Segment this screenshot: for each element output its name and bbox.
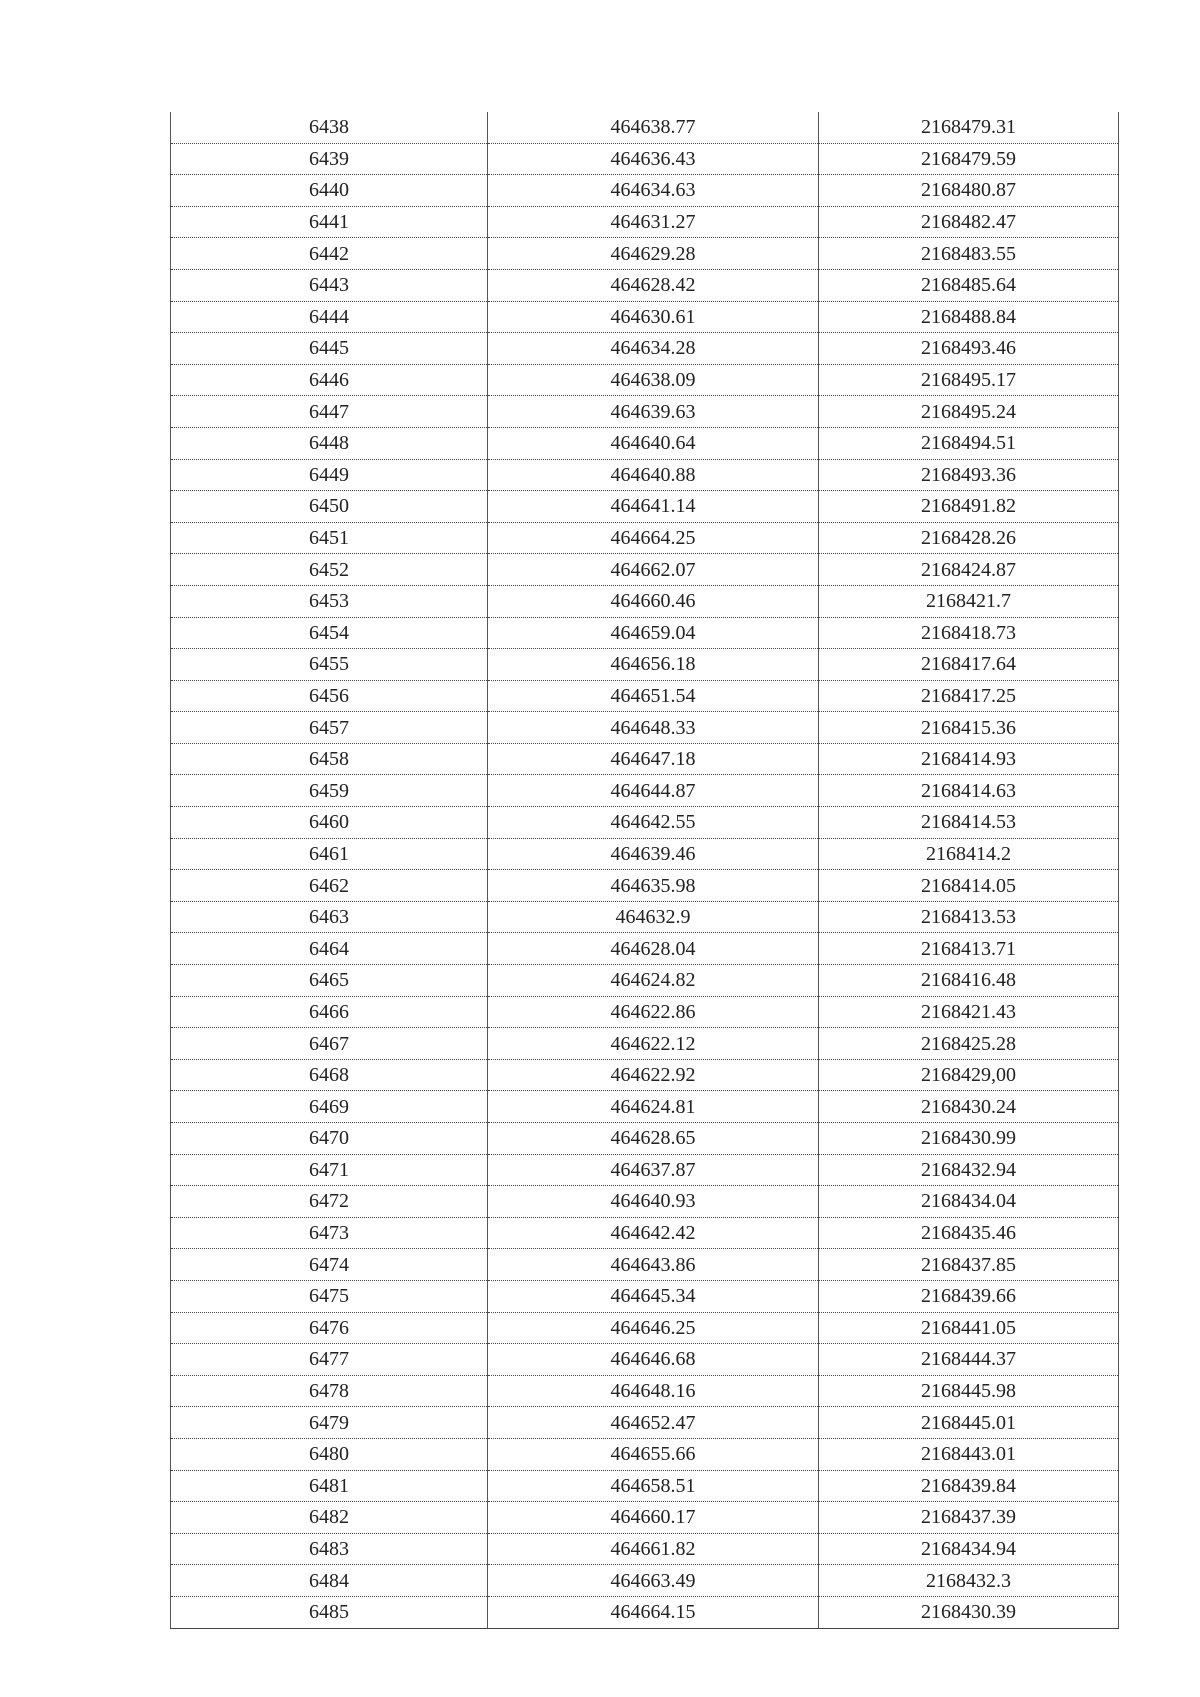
point-number-cell: 6464 — [171, 933, 488, 965]
point-number-cell: 6469 — [171, 1091, 488, 1123]
y-coordinate-cell: 2168421.7 — [819, 585, 1119, 617]
y-coordinate-cell: 2168488.84 — [819, 301, 1119, 333]
x-coordinate-cell: 464662.07 — [488, 554, 819, 586]
table-row — [171, 333, 1119, 365]
x-coordinate-cell: 464664.15 — [488, 1596, 819, 1628]
point-number-cell: 6473 — [171, 1217, 488, 1249]
table-row — [171, 175, 1119, 207]
y-coordinate-cell: 2168495.24 — [819, 396, 1119, 428]
table-row — [171, 491, 1119, 523]
point-number-cell: 6456 — [171, 680, 488, 712]
point-number-cell: 6485 — [171, 1596, 488, 1628]
table-row — [171, 996, 1119, 1028]
y-coordinate-cell: 2168494.51 — [819, 427, 1119, 459]
point-number-cell: 6476 — [171, 1312, 488, 1344]
x-coordinate-cell: 464628.04 — [488, 933, 819, 965]
table-row — [171, 1596, 1119, 1628]
y-coordinate-cell: 2168482.47 — [819, 206, 1119, 238]
x-coordinate-cell: 464629.28 — [488, 238, 819, 270]
point-number-cell: 6478 — [171, 1375, 488, 1407]
table-row — [171, 1565, 1119, 1597]
point-number-cell: 6480 — [171, 1438, 488, 1470]
table-row — [171, 585, 1119, 617]
y-coordinate-cell: 2168495.17 — [819, 364, 1119, 396]
x-coordinate-cell: 464652.47 — [488, 1407, 819, 1439]
x-coordinate-cell: 464645.34 — [488, 1280, 819, 1312]
x-coordinate-cell: 464646.25 — [488, 1312, 819, 1344]
table-row — [171, 112, 1119, 143]
table-row — [171, 1312, 1119, 1344]
point-number-cell: 6461 — [171, 838, 488, 870]
point-number-cell: 6447 — [171, 396, 488, 428]
y-coordinate-cell: 2168413.53 — [819, 901, 1119, 933]
table-row — [171, 1154, 1119, 1186]
table-row — [171, 933, 1119, 965]
table-row — [171, 807, 1119, 839]
point-number-cell: 6450 — [171, 491, 488, 523]
x-coordinate-cell: 464648.33 — [488, 712, 819, 744]
y-coordinate-cell: 2168479.59 — [819, 143, 1119, 175]
point-number-cell: 6455 — [171, 649, 488, 681]
x-coordinate-cell: 464659.04 — [488, 617, 819, 649]
point-number-cell: 6474 — [171, 1249, 488, 1281]
table-row — [171, 206, 1119, 238]
x-coordinate-cell: 464641.14 — [488, 491, 819, 523]
x-coordinate-cell: 464624.81 — [488, 1091, 819, 1123]
point-number-cell: 6472 — [171, 1186, 488, 1218]
point-number-cell: 6449 — [171, 459, 488, 491]
y-coordinate-cell: 2168414.93 — [819, 743, 1119, 775]
y-coordinate-cell: 2168414.05 — [819, 870, 1119, 902]
x-coordinate-cell: 464644.87 — [488, 775, 819, 807]
table-row — [171, 1344, 1119, 1376]
point-number-cell: 6484 — [171, 1565, 488, 1597]
x-coordinate-cell: 464638.77 — [488, 112, 819, 143]
table-row — [171, 743, 1119, 775]
x-coordinate-cell: 464634.28 — [488, 333, 819, 365]
table-row — [171, 396, 1119, 428]
y-coordinate-cell: 2168414.63 — [819, 775, 1119, 807]
x-coordinate-cell: 464642.55 — [488, 807, 819, 839]
y-coordinate-cell: 2168425.28 — [819, 1028, 1119, 1060]
x-coordinate-cell: 464636.43 — [488, 143, 819, 175]
y-coordinate-cell: 2168429,00 — [819, 1059, 1119, 1091]
x-coordinate-cell: 464640.88 — [488, 459, 819, 491]
table-row — [171, 680, 1119, 712]
table-row — [171, 1375, 1119, 1407]
point-number-cell: 6439 — [171, 143, 488, 175]
x-coordinate-cell: 464639.63 — [488, 396, 819, 428]
y-coordinate-cell: 2168418.73 — [819, 617, 1119, 649]
point-number-cell: 6441 — [171, 206, 488, 238]
y-coordinate-cell: 2168430.99 — [819, 1123, 1119, 1155]
point-number-cell: 6483 — [171, 1533, 488, 1565]
x-coordinate-cell: 464663.49 — [488, 1565, 819, 1597]
table-row — [171, 712, 1119, 744]
table-row — [171, 901, 1119, 933]
table-row — [171, 1217, 1119, 1249]
y-coordinate-cell: 2168421.43 — [819, 996, 1119, 1028]
point-number-cell: 6459 — [171, 775, 488, 807]
y-coordinate-cell: 2168444.37 — [819, 1344, 1119, 1376]
y-coordinate-cell: 2168491.82 — [819, 491, 1119, 523]
x-coordinate-cell: 464628.42 — [488, 269, 819, 301]
point-number-cell: 6440 — [171, 175, 488, 207]
point-number-cell: 6457 — [171, 712, 488, 744]
x-coordinate-cell: 464640.64 — [488, 427, 819, 459]
table-row — [171, 1091, 1119, 1123]
point-number-cell: 6481 — [171, 1470, 488, 1502]
table-row — [171, 1186, 1119, 1218]
y-coordinate-cell: 2168432.94 — [819, 1154, 1119, 1186]
x-coordinate-cell: 464622.12 — [488, 1028, 819, 1060]
point-number-cell: 6465 — [171, 965, 488, 997]
point-number-cell: 6466 — [171, 996, 488, 1028]
y-coordinate-cell: 2168430.39 — [819, 1596, 1119, 1628]
point-number-cell: 6451 — [171, 522, 488, 554]
table-row — [171, 1280, 1119, 1312]
table-row — [171, 1438, 1119, 1470]
table-row — [171, 554, 1119, 586]
x-coordinate-cell: 464655.66 — [488, 1438, 819, 1470]
point-number-cell: 6463 — [171, 901, 488, 933]
y-coordinate-cell: 2168434.94 — [819, 1533, 1119, 1565]
point-number-cell: 6443 — [171, 269, 488, 301]
y-coordinate-cell: 2168479.31 — [819, 112, 1119, 143]
x-coordinate-cell: 464643.86 — [488, 1249, 819, 1281]
y-coordinate-cell: 2168439.66 — [819, 1280, 1119, 1312]
x-coordinate-cell: 464635.98 — [488, 870, 819, 902]
y-coordinate-cell: 2168424.87 — [819, 554, 1119, 586]
point-number-cell: 6454 — [171, 617, 488, 649]
x-coordinate-cell: 464638.09 — [488, 364, 819, 396]
point-number-cell: 6462 — [171, 870, 488, 902]
point-number-cell: 6468 — [171, 1059, 488, 1091]
table-row — [171, 238, 1119, 270]
y-coordinate-cell: 2168415.36 — [819, 712, 1119, 744]
x-coordinate-cell: 464660.46 — [488, 585, 819, 617]
coordinates-table — [170, 112, 1119, 1629]
y-coordinate-cell: 2168417.64 — [819, 649, 1119, 681]
x-coordinate-cell: 464640.93 — [488, 1186, 819, 1218]
x-coordinate-cell: 464632.9 — [488, 901, 819, 933]
point-number-cell: 6445 — [171, 333, 488, 365]
table-row — [171, 364, 1119, 396]
table-row — [171, 1470, 1119, 1502]
x-coordinate-cell: 464647.18 — [488, 743, 819, 775]
table-row — [171, 301, 1119, 333]
y-coordinate-cell: 2168437.39 — [819, 1502, 1119, 1534]
point-number-cell: 6452 — [171, 554, 488, 586]
y-coordinate-cell: 2168432.3 — [819, 1565, 1119, 1597]
point-number-cell: 6458 — [171, 743, 488, 775]
table-row — [171, 965, 1119, 997]
point-number-cell: 6467 — [171, 1028, 488, 1060]
point-number-cell: 6479 — [171, 1407, 488, 1439]
x-coordinate-cell: 464637.87 — [488, 1154, 819, 1186]
x-coordinate-cell: 464639.46 — [488, 838, 819, 870]
point-number-cell: 6475 — [171, 1280, 488, 1312]
point-number-cell: 6438 — [171, 112, 488, 143]
x-coordinate-cell: 464630.61 — [488, 301, 819, 333]
x-coordinate-cell: 464651.54 — [488, 680, 819, 712]
table-row — [171, 1028, 1119, 1060]
x-coordinate-cell: 464661.82 — [488, 1533, 819, 1565]
point-number-cell: 6471 — [171, 1154, 488, 1186]
x-coordinate-cell: 464631.27 — [488, 206, 819, 238]
x-coordinate-cell: 464622.86 — [488, 996, 819, 1028]
table-row — [171, 775, 1119, 807]
table-row — [171, 1533, 1119, 1565]
table-row — [171, 649, 1119, 681]
table-row — [171, 1249, 1119, 1281]
y-coordinate-cell: 2168414.53 — [819, 807, 1119, 839]
table-row — [171, 269, 1119, 301]
x-coordinate-cell: 464656.18 — [488, 649, 819, 681]
y-coordinate-cell: 2168483.55 — [819, 238, 1119, 270]
point-number-cell: 6470 — [171, 1123, 488, 1155]
point-number-cell: 6448 — [171, 427, 488, 459]
point-number-cell: 6446 — [171, 364, 488, 396]
y-coordinate-cell: 2168445.01 — [819, 1407, 1119, 1439]
x-coordinate-cell: 464658.51 — [488, 1470, 819, 1502]
table-row — [171, 1502, 1119, 1534]
x-coordinate-cell: 464624.82 — [488, 965, 819, 997]
y-coordinate-cell: 2168480.87 — [819, 175, 1119, 207]
y-coordinate-cell: 2168493.46 — [819, 333, 1119, 365]
y-coordinate-cell: 2168435.46 — [819, 1217, 1119, 1249]
table-row — [171, 459, 1119, 491]
y-coordinate-cell: 2168493.36 — [819, 459, 1119, 491]
y-coordinate-cell: 2168445.98 — [819, 1375, 1119, 1407]
table-row — [171, 1059, 1119, 1091]
table-row — [171, 143, 1119, 175]
table-row — [171, 617, 1119, 649]
point-number-cell: 6442 — [171, 238, 488, 270]
y-coordinate-cell: 2168485.64 — [819, 269, 1119, 301]
y-coordinate-cell: 2168417.25 — [819, 680, 1119, 712]
y-coordinate-cell: 2168434.04 — [819, 1186, 1119, 1218]
y-coordinate-cell: 2168441.05 — [819, 1312, 1119, 1344]
table-row — [171, 427, 1119, 459]
x-coordinate-cell: 464648.16 — [488, 1375, 819, 1407]
point-number-cell: 6460 — [171, 807, 488, 839]
x-coordinate-cell: 464664.25 — [488, 522, 819, 554]
point-number-cell: 6477 — [171, 1344, 488, 1376]
x-coordinate-cell: 464642.42 — [488, 1217, 819, 1249]
point-number-cell: 6444 — [171, 301, 488, 333]
point-number-cell: 6482 — [171, 1502, 488, 1534]
table-row — [171, 522, 1119, 554]
y-coordinate-cell: 2168437.85 — [819, 1249, 1119, 1281]
table-row — [171, 1123, 1119, 1155]
x-coordinate-cell: 464646.68 — [488, 1344, 819, 1376]
x-coordinate-cell: 464634.63 — [488, 175, 819, 207]
y-coordinate-cell: 2168428.26 — [819, 522, 1119, 554]
table-row — [171, 1407, 1119, 1439]
table-body — [171, 112, 1119, 1628]
x-coordinate-cell: 464660.17 — [488, 1502, 819, 1534]
x-coordinate-cell: 464628.65 — [488, 1123, 819, 1155]
table-row — [171, 870, 1119, 902]
y-coordinate-cell: 2168439.84 — [819, 1470, 1119, 1502]
y-coordinate-cell: 2168414.2 — [819, 838, 1119, 870]
x-coordinate-cell: 464622.92 — [488, 1059, 819, 1091]
y-coordinate-cell: 2168443.01 — [819, 1438, 1119, 1470]
point-number-cell: 6453 — [171, 585, 488, 617]
y-coordinate-cell: 2168430.24 — [819, 1091, 1119, 1123]
table-row — [171, 838, 1119, 870]
y-coordinate-cell: 2168413.71 — [819, 933, 1119, 965]
y-coordinate-cell: 2168416.48 — [819, 965, 1119, 997]
